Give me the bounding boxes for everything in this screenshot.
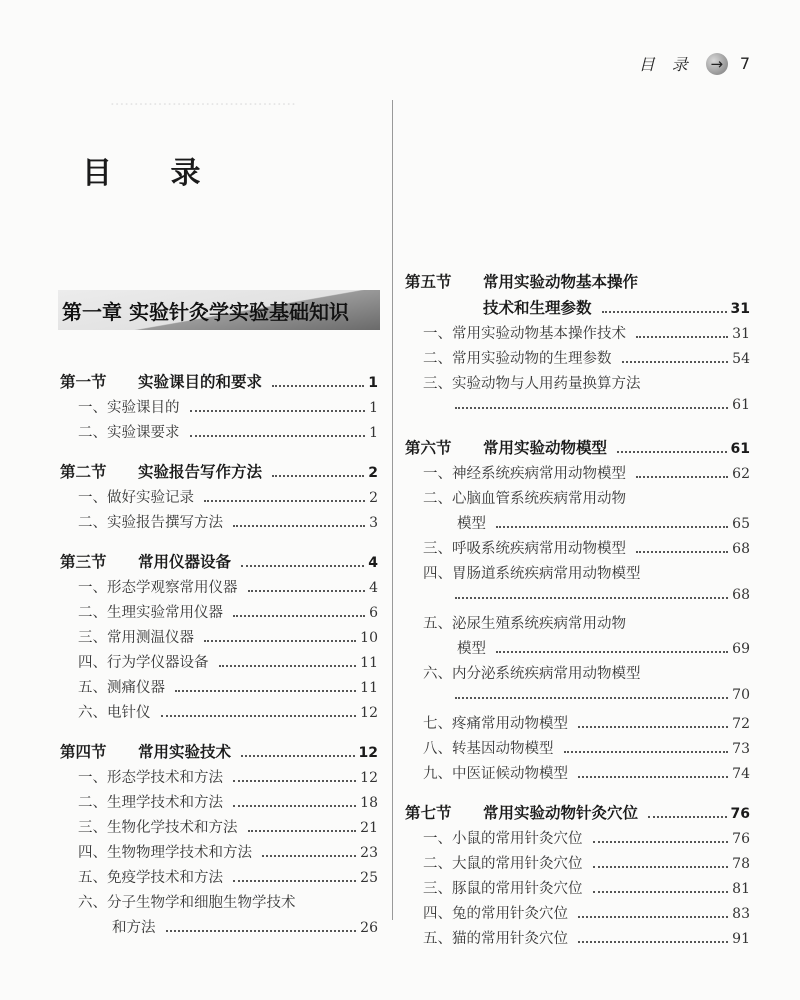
section-page: 76 bbox=[730, 806, 750, 822]
item-label: 一、做好实验记录 bbox=[78, 490, 194, 506]
item-label: 二、常用实验动物的生理参数 bbox=[423, 351, 612, 367]
leader-dots bbox=[233, 780, 356, 782]
column-divider bbox=[392, 100, 393, 920]
spacer bbox=[60, 536, 378, 550]
leader-dots bbox=[248, 590, 366, 592]
item-label: 四、兔的常用针灸穴位 bbox=[423, 906, 568, 922]
toc-item[interactable] bbox=[60, 841, 378, 866]
leader-dots bbox=[636, 336, 728, 338]
leader-dots bbox=[578, 726, 728, 728]
item-label: 六、分子生物学和细胞生物学技术 bbox=[78, 895, 296, 911]
item-page: 78 bbox=[732, 856, 750, 872]
item-label: 九、中医证候动物模型 bbox=[423, 766, 568, 782]
spacer bbox=[405, 952, 750, 966]
section-number: 第三节 bbox=[60, 553, 107, 571]
page-number: 7 bbox=[739, 54, 750, 73]
leader-dots bbox=[233, 805, 356, 807]
item-page: 12 bbox=[360, 705, 378, 721]
item-label-cont: 和方法 bbox=[112, 920, 156, 936]
toc-item-cont[interactable] bbox=[405, 637, 750, 662]
item-page: 12 bbox=[360, 770, 378, 786]
item-label-cont: 模型 bbox=[457, 516, 486, 532]
toc-item[interactable] bbox=[60, 511, 378, 536]
item-page: 25 bbox=[360, 870, 378, 886]
toc-item[interactable] bbox=[405, 737, 750, 762]
toc-item-cont[interactable] bbox=[405, 587, 750, 612]
leader-dots bbox=[161, 715, 357, 717]
toc-item[interactable] bbox=[60, 676, 378, 701]
item-page: 91 bbox=[732, 931, 750, 947]
item-label: 一、实验课目的 bbox=[78, 400, 180, 416]
leader-dots bbox=[455, 697, 728, 699]
section-title: 常用实验动物模型 bbox=[483, 439, 608, 457]
section-title: 常用实验技术 bbox=[138, 743, 232, 761]
leader-dots bbox=[636, 476, 728, 478]
toc-section[interactable] bbox=[405, 270, 750, 296]
item-page: 3 bbox=[369, 515, 378, 531]
item-label: 一、形态学观察常用仪器 bbox=[78, 580, 238, 596]
section-number: 第五节 bbox=[405, 273, 452, 291]
leader-dots bbox=[578, 916, 728, 918]
item-page: 76 bbox=[732, 831, 750, 847]
item-page: 70 bbox=[732, 687, 750, 703]
toc-right-column bbox=[405, 270, 750, 966]
item-page: 65 bbox=[732, 516, 750, 532]
item-label: 三、呼吸系统疾病常用动物模型 bbox=[423, 541, 626, 557]
toc-item[interactable] bbox=[405, 762, 750, 787]
leader-dots bbox=[272, 475, 364, 477]
leader-dots bbox=[272, 385, 364, 387]
spacer bbox=[405, 787, 750, 801]
leader-dots bbox=[190, 410, 366, 412]
toc-item[interactable] bbox=[405, 322, 750, 347]
toc-section[interactable] bbox=[60, 460, 378, 486]
item-page: 62 bbox=[732, 466, 750, 482]
item-page: 1 bbox=[369, 425, 378, 441]
item-page: 2 bbox=[369, 490, 378, 506]
section-title: 实验报告写作方法 bbox=[138, 463, 263, 481]
section-number: 第六节 bbox=[405, 439, 452, 457]
item-label: 六、内分泌系统疾病常用动物模型 bbox=[423, 666, 641, 682]
toc-item[interactable] bbox=[60, 866, 378, 891]
section-page: 12 bbox=[358, 745, 378, 761]
leader-dots bbox=[602, 311, 727, 313]
item-label: 二、生理实验常用仪器 bbox=[78, 605, 223, 621]
page-title: 目 录 bbox=[82, 156, 225, 191]
toc-item[interactable] bbox=[405, 462, 750, 487]
item-label-cont: 模型 bbox=[457, 641, 486, 657]
item-label: 一、小鼠的常用针灸穴位 bbox=[423, 831, 583, 847]
item-label: 五、猫的常用针灸穴位 bbox=[423, 931, 568, 947]
leader-dots bbox=[233, 615, 365, 617]
toc-item[interactable] bbox=[60, 576, 378, 601]
section-number: 第四节 bbox=[60, 743, 107, 761]
toc-item[interactable] bbox=[405, 537, 750, 562]
toc-item[interactable] bbox=[405, 562, 750, 587]
item-label: 二、实验报告撰写方法 bbox=[78, 515, 223, 531]
toc-item-cont[interactable] bbox=[60, 916, 378, 941]
toc-item-cont[interactable] bbox=[405, 512, 750, 537]
toc-item[interactable] bbox=[60, 701, 378, 726]
toc-item[interactable] bbox=[60, 651, 378, 676]
leader-dots bbox=[248, 830, 357, 832]
item-label: 三、生物化学技术和方法 bbox=[78, 820, 238, 836]
leader-dots bbox=[204, 500, 365, 502]
leader-dots bbox=[204, 640, 356, 642]
section-title: 常用仪器设备 bbox=[138, 553, 232, 571]
item-page: 11 bbox=[360, 680, 378, 696]
item-label: 三、实验动物与人用药量换算方法 bbox=[423, 376, 641, 392]
item-page: 74 bbox=[732, 766, 750, 782]
section-title: 常用实验动物针灸穴位 bbox=[483, 804, 639, 822]
item-page: 83 bbox=[732, 906, 750, 922]
item-page: 31 bbox=[732, 326, 750, 342]
item-page: 1 bbox=[369, 400, 378, 416]
item-page: 10 bbox=[360, 630, 378, 646]
item-label: 三、常用测温仪器 bbox=[78, 630, 194, 646]
item-page: 11 bbox=[360, 655, 378, 671]
item-label: 一、常用实验动物基本操作技术 bbox=[423, 326, 626, 342]
spacer bbox=[60, 446, 378, 460]
item-page: 21 bbox=[360, 820, 378, 836]
item-label: 二、实验课要求 bbox=[78, 425, 180, 441]
section-page: 61 bbox=[730, 441, 750, 457]
leader-dots bbox=[593, 866, 729, 868]
item-label: 五、泌尿生殖系统疾病常用动物 bbox=[423, 616, 626, 632]
item-page: 72 bbox=[732, 716, 750, 732]
section-number: 第二节 bbox=[60, 463, 107, 481]
toc-item[interactable] bbox=[405, 347, 750, 372]
item-label: 四、行为学仪器设备 bbox=[78, 655, 209, 671]
chapter-heading bbox=[58, 290, 380, 330]
toc-item[interactable] bbox=[405, 827, 750, 852]
toc-item[interactable] bbox=[60, 601, 378, 626]
item-label: 六、电针仪 bbox=[78, 705, 151, 721]
leader-dots bbox=[578, 941, 728, 943]
toc-item[interactable] bbox=[405, 852, 750, 877]
leader-dots bbox=[593, 841, 729, 843]
section-title: 实验课目的和要求 bbox=[138, 373, 263, 391]
toc-section[interactable] bbox=[60, 370, 378, 396]
leader-dots bbox=[455, 597, 728, 599]
leader-dots bbox=[617, 451, 727, 453]
toc-section[interactable] bbox=[405, 436, 750, 462]
leader-dots bbox=[166, 930, 357, 932]
section-title-cont: 技术和生理参数 bbox=[483, 299, 592, 317]
leader-dots bbox=[455, 407, 728, 409]
leader-dots bbox=[262, 855, 356, 857]
item-label: 八、转基因动物模型 bbox=[423, 741, 554, 757]
leader-dots bbox=[564, 751, 729, 753]
section-page: 2 bbox=[368, 465, 378, 481]
leader-dots bbox=[578, 776, 728, 778]
item-page: 54 bbox=[732, 351, 750, 367]
toc-item[interactable] bbox=[60, 396, 378, 421]
item-page: 81 bbox=[732, 881, 750, 897]
header-title: 目 录 bbox=[638, 55, 694, 74]
spacer bbox=[60, 941, 378, 955]
leader-dots bbox=[241, 565, 364, 567]
toc-item-cont[interactable] bbox=[405, 687, 750, 712]
arrow-right-icon: → bbox=[706, 53, 728, 75]
toc-left-column bbox=[60, 370, 378, 955]
item-page: 18 bbox=[360, 795, 378, 811]
item-page: 68 bbox=[732, 587, 750, 603]
item-label: 一、神经系统疾病常用动物模型 bbox=[423, 466, 626, 482]
leader-dots bbox=[233, 525, 365, 527]
item-label: 四、胃肠道系统疾病常用动物模型 bbox=[423, 566, 641, 582]
toc-item[interactable] bbox=[405, 902, 750, 927]
item-page: 6 bbox=[369, 605, 378, 621]
toc-item-cont[interactable] bbox=[405, 397, 750, 422]
leader-dots bbox=[219, 665, 357, 667]
running-header bbox=[639, 52, 750, 75]
item-label: 二、大鼠的常用针灸穴位 bbox=[423, 856, 583, 872]
toc-item[interactable] bbox=[60, 421, 378, 446]
item-page: 69 bbox=[732, 641, 750, 657]
toc-item[interactable] bbox=[405, 712, 750, 737]
toc-item[interactable] bbox=[60, 766, 378, 791]
item-label: 四、生物物理学技术和方法 bbox=[78, 845, 252, 861]
item-label: 一、形态学技术和方法 bbox=[78, 770, 223, 786]
toc-item[interactable] bbox=[60, 791, 378, 816]
section-number: 第一节 bbox=[60, 373, 107, 391]
leader-dots bbox=[241, 755, 355, 757]
leader-dots bbox=[648, 816, 727, 818]
item-page: 4 bbox=[369, 580, 378, 596]
section-page: 31 bbox=[730, 301, 750, 317]
toc-item[interactable] bbox=[60, 626, 378, 651]
toc-item[interactable] bbox=[60, 816, 378, 841]
leader-dots bbox=[233, 880, 356, 882]
chapter-label: 第一章 实验针灸学实验基础知识 bbox=[62, 300, 349, 324]
toc-item[interactable] bbox=[405, 372, 750, 397]
leader-dots bbox=[593, 891, 729, 893]
leader-dots bbox=[496, 651, 728, 653]
item-label: 五、测痛仪器 bbox=[78, 680, 165, 696]
toc-item[interactable] bbox=[405, 927, 750, 952]
toc-item[interactable] bbox=[405, 662, 750, 687]
spacer bbox=[405, 422, 750, 436]
item-page: 68 bbox=[732, 541, 750, 557]
item-page: 26 bbox=[360, 920, 378, 936]
toc-item[interactable] bbox=[60, 486, 378, 511]
leader-dots bbox=[190, 435, 366, 437]
toc-section-cont[interactable] bbox=[405, 296, 750, 322]
toc-item[interactable] bbox=[405, 877, 750, 902]
item-label: 二、生理学技术和方法 bbox=[78, 795, 223, 811]
toc-section[interactable] bbox=[60, 740, 378, 766]
item-label: 五、免疫学技术和方法 bbox=[78, 870, 223, 886]
item-page: 23 bbox=[360, 845, 378, 861]
leader-dots bbox=[496, 526, 728, 528]
item-page: 73 bbox=[732, 741, 750, 757]
item-label: 七、疼痛常用动物模型 bbox=[423, 716, 568, 732]
leader-dots bbox=[175, 690, 356, 692]
item-page: 61 bbox=[732, 397, 750, 413]
toc-section[interactable] bbox=[60, 550, 378, 576]
toc-item[interactable] bbox=[405, 612, 750, 637]
toc-item[interactable] bbox=[405, 487, 750, 512]
leader-dots bbox=[622, 361, 729, 363]
bleed-through-text: ······································· bbox=[110, 95, 296, 113]
spacer bbox=[60, 726, 378, 740]
section-number: 第七节 bbox=[405, 804, 452, 822]
toc-section[interactable] bbox=[405, 801, 750, 827]
leader-dots bbox=[636, 551, 728, 553]
section-title: 常用实验动物基本操作 bbox=[483, 273, 639, 291]
section-page: 4 bbox=[368, 555, 378, 571]
toc-item[interactable] bbox=[60, 891, 378, 916]
section-page: 1 bbox=[368, 375, 378, 391]
item-label: 三、豚鼠的常用针灸穴位 bbox=[423, 881, 583, 897]
item-label: 二、心脑血管系统疾病常用动物 bbox=[423, 491, 626, 507]
